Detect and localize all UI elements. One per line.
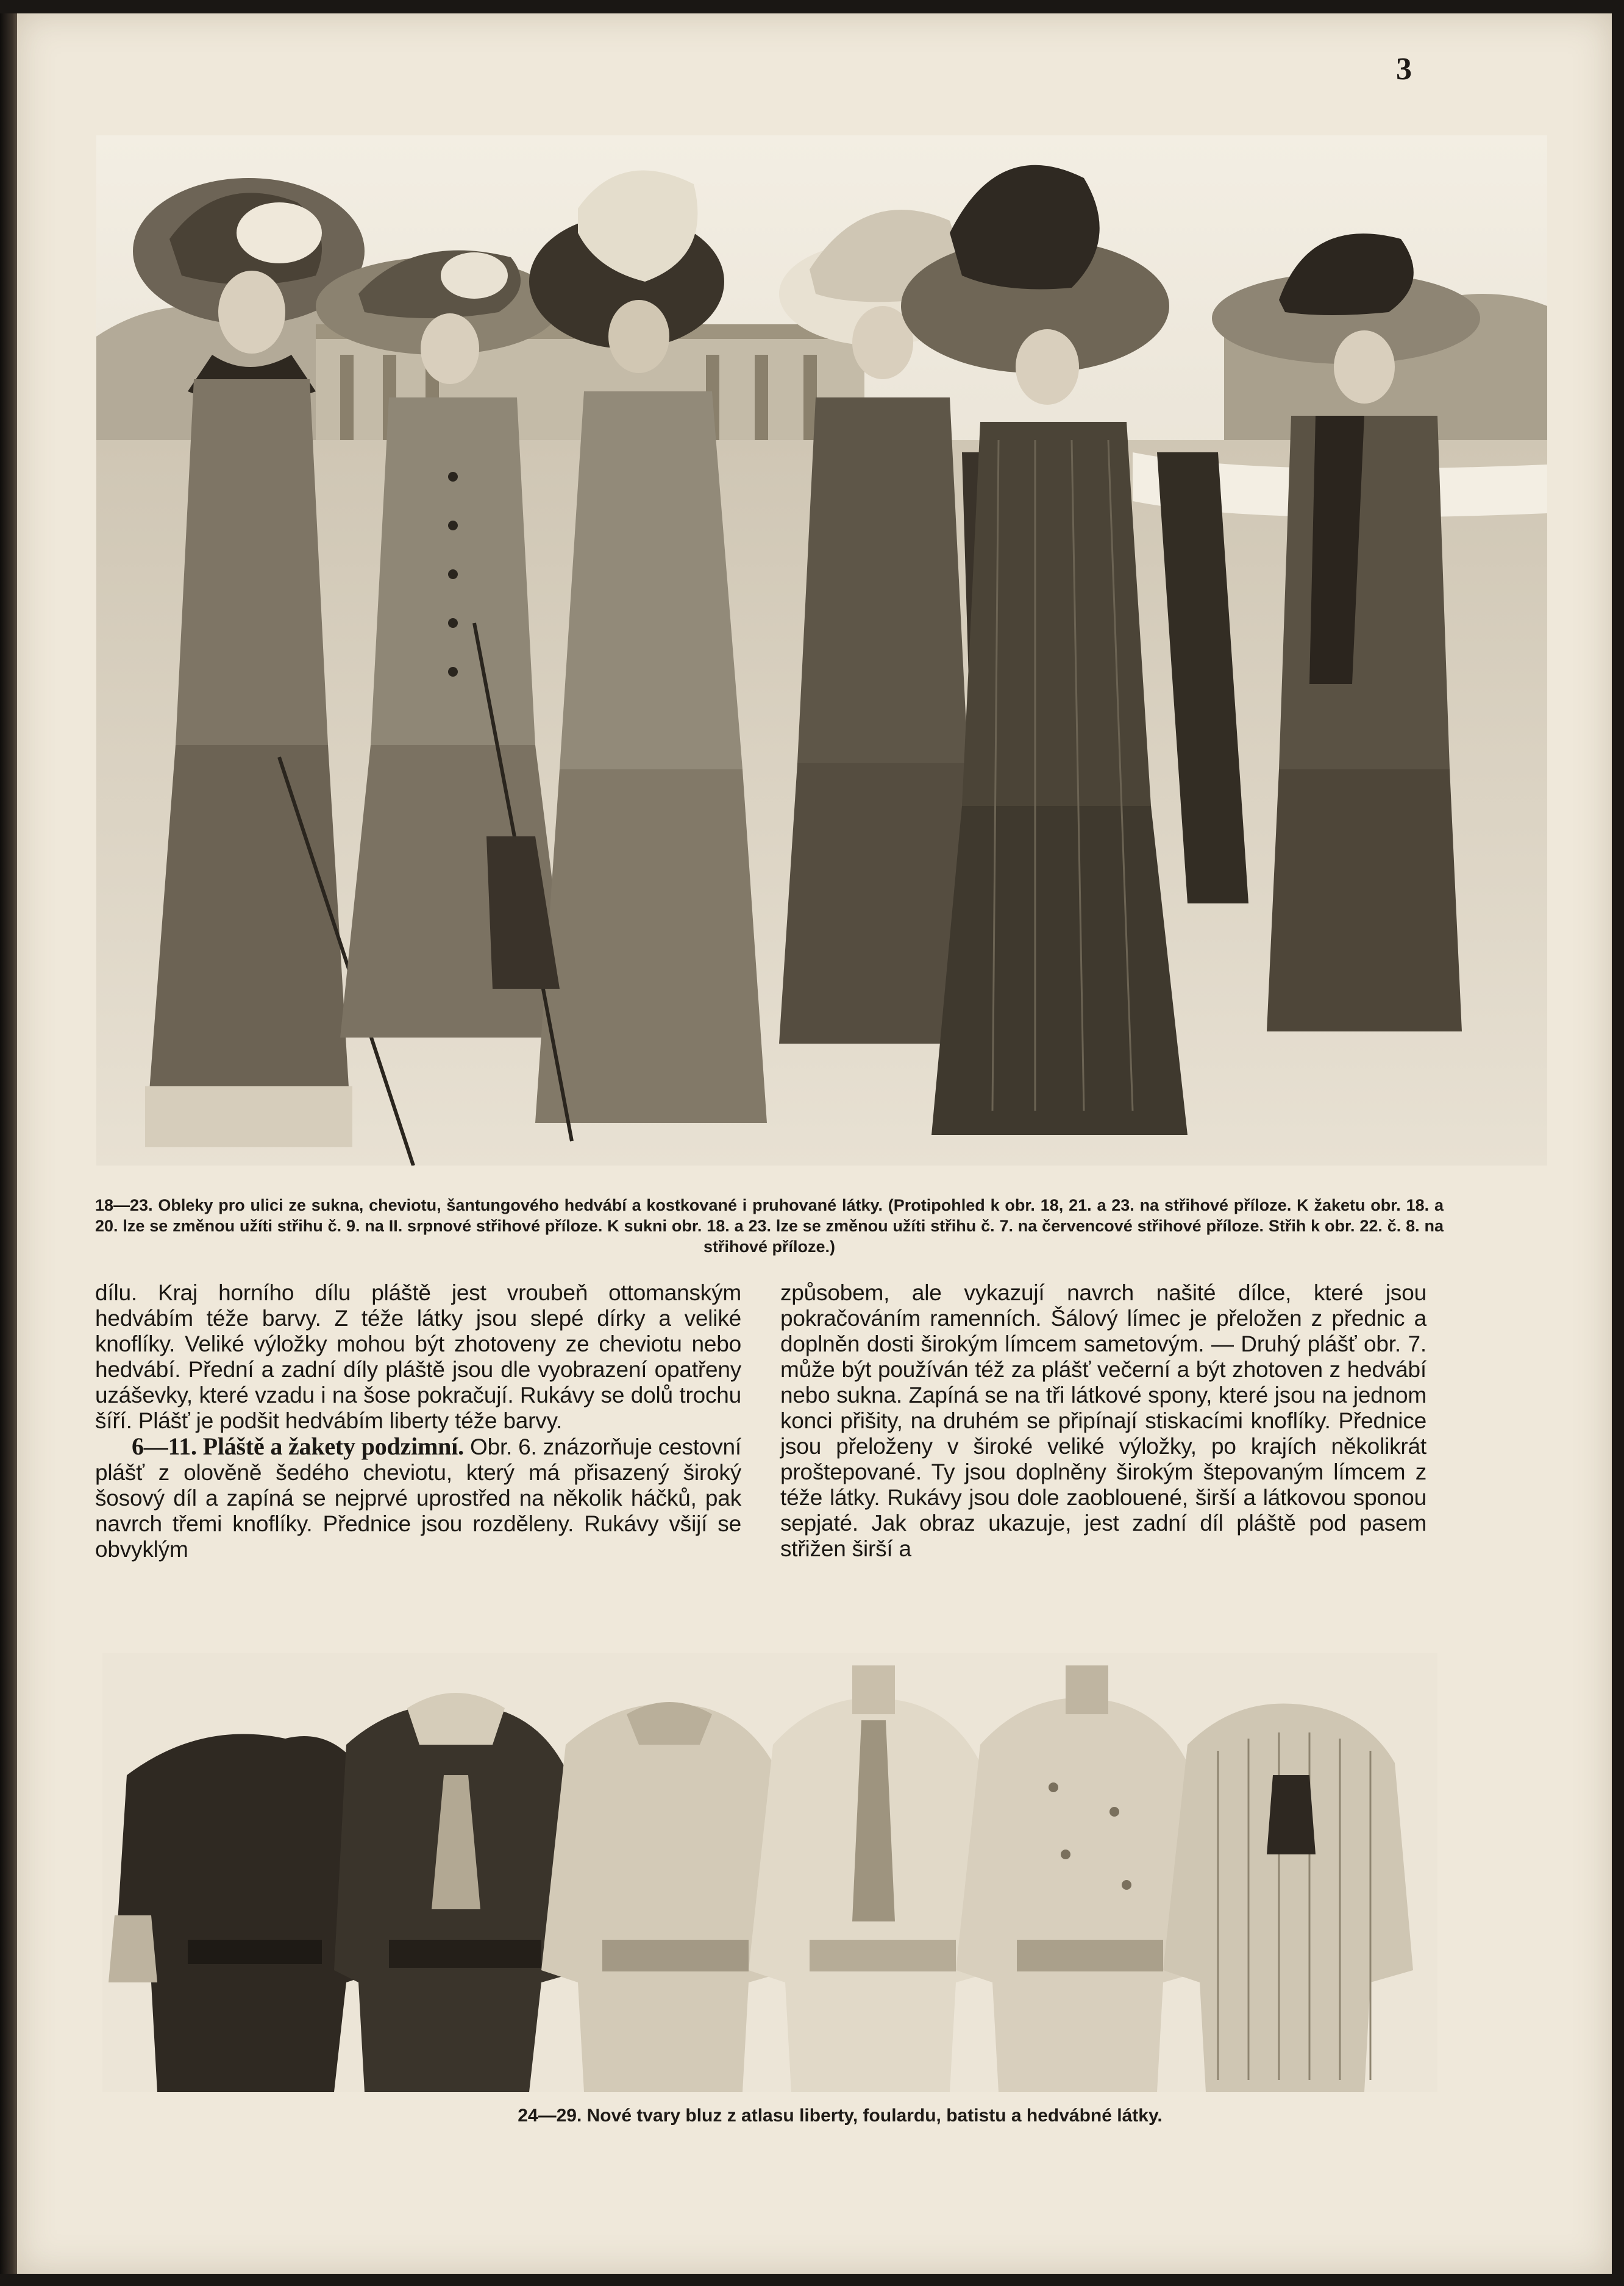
paragraph: způsobem, ale vykazují navrch našité dílce, které jsou pokračováním ramenních. Šálový límec je přeložen z přednic a doplněn dosti širokým límcem sametovým. — Druhý plášť obr. 7. může být používán též za plášť večerní a být zhotoven z hedvábí nebo sukna. Zapíná se na tři látkové spony, které jsou na jednom konci přišity, na druhém se připínají stiskacími knoflíky. Přednice jsou přeloženy v široké veliké výložky, po krajích několikrát proštepované. Ty jsou doplněny širokým štepovaným límcem z téže látky. Rukávy jsou dole zaoblouené, širší a látkovou sponou sepjaté. Jak obraz ukazuje, jest zadní díl pláště pod pasem střižen širší a [780, 1280, 1426, 1561]
fashion-illustration-walking-suits [96, 135, 1547, 1166]
text-column-left [95, 1280, 741, 1562]
paragraph-text: Obr. 6. znázorňuje cestovní plášť z olověně šedého cheviotu, který má přisazený široký šosový díl a zapíná se nejprvé uprostřed na několik háčků, pak navrch třemi knoflíky. Přednice jsou rozděleny. Rukávy všijí se obvyklým [95, 1434, 741, 1562]
fashion-illustration-blouses [102, 1653, 1437, 2092]
paragraph: dílu. Kraj horního dílu pláště jest vroubeň ottomanským hedvábím téže barvy. Z téže látky jsou slepé dírky a veliké knoflíky. Veliké výložky mohou být zhotoveny ze cheviotu nebo hedvábí. Přední a zadní díly pláště jsou dle vyobrazení opatřeny uzáševky, které vzadu i na šose pokračují. Rukávy se dolů trochu šíří. Plášť je podšit hedvábím liberty téže barvy. [95, 1280, 741, 1433]
magazine-page [17, 13, 1612, 2274]
page-number: 3 [1396, 52, 1412, 87]
paragraph-with-heading [95, 1434, 741, 1562]
figure-caption-walking-suits: 18—23. Obleky pro ulici ze sukna, cheviotu, šantungového hedvábí a kostkované i pruhované látky. (Protipohled k obr. 18, 21. a 23. na střihové příloze. K žaketu obr. 18. a 20. lze se změnou užíti střihu č. 9. na II. srpnové střihové příloze. K sukni obr. 18. a 23. lze se změnou užíti střihu č. 7. na červencové střihové příloze. Střih k obr. 22. č. 8. na střihové příloze.) [95, 1196, 1444, 1256]
section-heading: 6—11. Pláště a žakety podzimní. [132, 1433, 464, 1460]
blouses-engraving [102, 1653, 1437, 2092]
figure-caption-blouses: 24—29. Nové tvary bluz z atlasu liberty, foulardu, batistu a hedvábné látky. [518, 2106, 1163, 2126]
text-column-right [780, 1280, 1426, 1562]
walking-suits-engraving [96, 135, 1547, 1166]
